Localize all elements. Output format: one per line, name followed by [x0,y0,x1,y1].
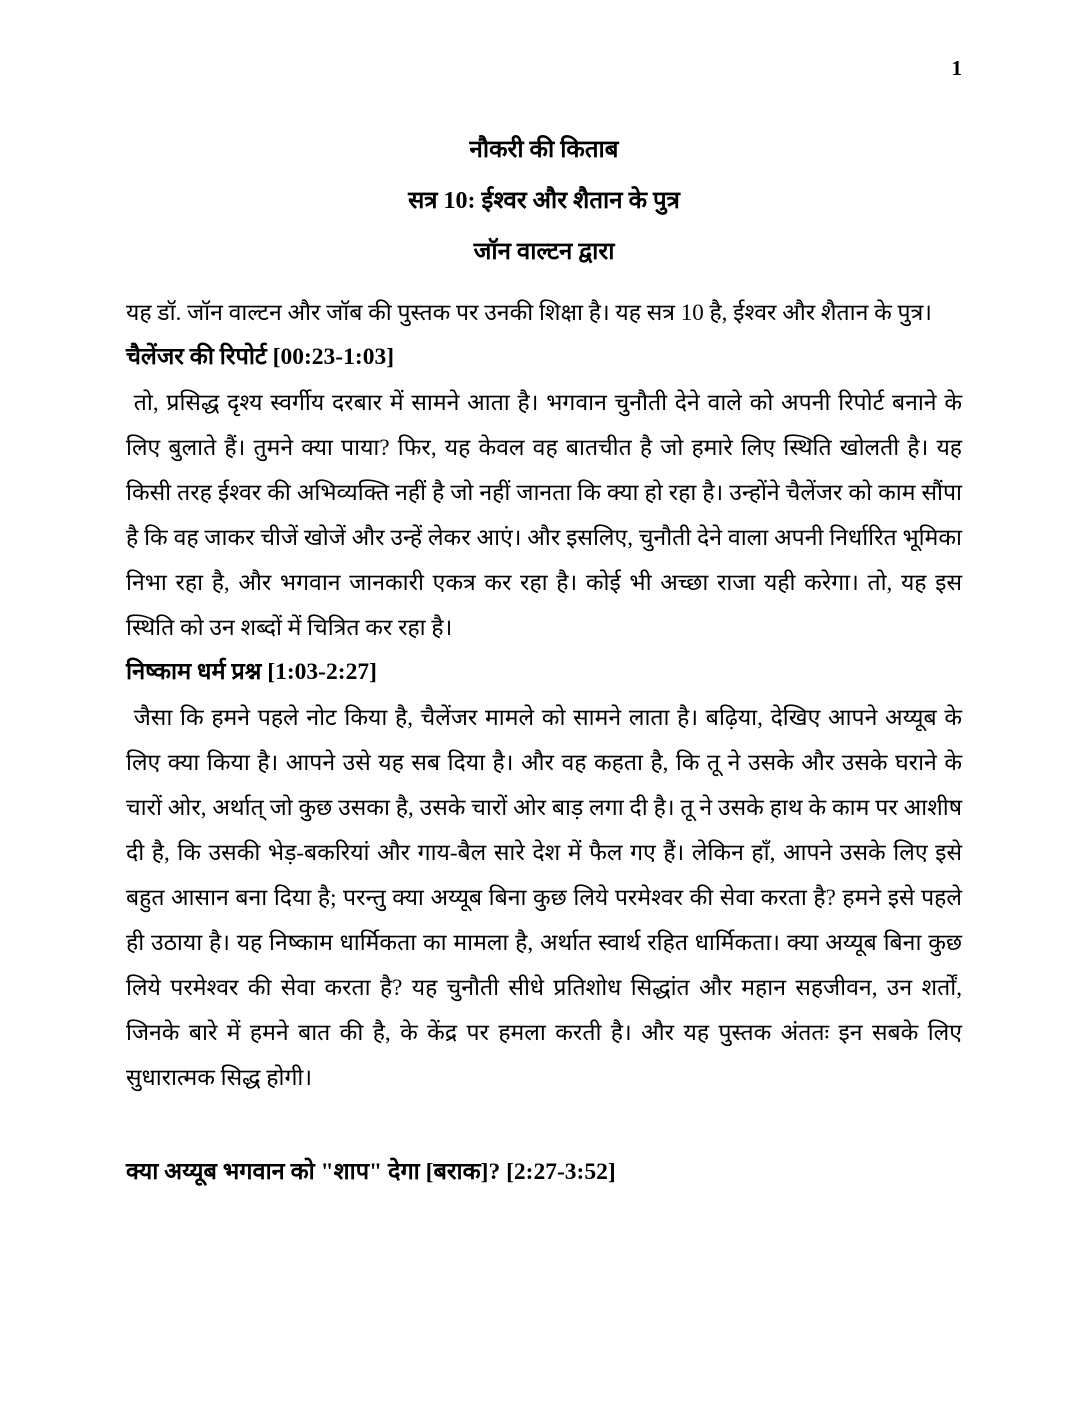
section-disinterested-righteousness [126,650,968,1100]
section-will-job-curse-god [126,1150,962,1195]
section-body: जैसा कि हमने पहले नोट किया है, चैलेंजर मामले को सामने लाता है। बढ़िया, देखिए आपने अय्यूब के लिए क्या किया है। आपने उसे यह सब दिया है। और वह कहता है, कि तू ने उसके और उसके घराने के चारों ओर, अर्थात् जो कुछ उसका है, उसके चारों ओर बाड़ लगा दी है। तू ने उसके हाथ के काम पर आशीष दी है, कि उसकी भेड़-बकरियां और गाय-बैल सारे देश में फैल गए हैं। लेकिन हाँ, आपने उसके लिए इसे बहुत आसान बना दिया है; परन्तु क्या अय्यूब बिना कुछ लिये परमेश्वर की सेवा करता है? हमने इसे पहले ही उठाया है। यह निष्काम धार्मिकता का मामला है, अर्थात स्वार्थ रहित धार्मिकता। क्या अय्यूब बिना कुछ लिये परमेश्वर की सेवा करता है? यह चुनौती सीधे प्रतिशोध सिद्धांत और महान सहजीवन, उन शर्तों, जिनके बारे में हमने बात की है, के केंद्र पर हमला करती है। और यह पुस्तक अंततः इन सबके लिए सुधारात्मक सिद्ध होगी। [126,705,968,1090]
section-timestamp: [00:23-1:03] [272,344,395,370]
page-number: 1 [951,56,962,80]
section-heading-text: क्या अय्यूब भगवान को "शाप" देगा [बराक]? [126,1159,501,1185]
section-timestamp: [2:27-3:52] [506,1159,616,1185]
title-block [126,125,962,278]
section-heading [126,650,962,695]
section-challenger-report [126,335,968,650]
section-heading-text: चैलेंजर की रिपोर्ट [126,344,267,370]
section-timestamp: [1:03-2:27] [267,659,377,685]
section-heading [126,1150,962,1195]
author-line: जॉन वाल्टन द्वारा [473,239,615,265]
intro-paragraph: यह डॉ. जॉन वाल्टन और जॉब की पुस्तक पर उनकी शिक्षा है। यह सत्र 10 है, ईश्वर और शैतान के पुत्र। [126,300,932,325]
document-title: नौकरी की किताब [469,137,619,163]
section-heading [126,335,962,380]
section-heading-text: निष्काम धर्म प्रश्न [126,659,262,685]
section-body: तो, प्रसिद्ध दृश्य स्वर्गीय दरबार में सामने आता है। भगवान चुनौती देने वाले को अपनी रिपोर्ट बनाने के लिए बुलाते हैं। तुमने क्या पाया? फिर, यह केवल वह बातचीत है जो हमारे लिए स्थिति खोलती है। यह किसी तरह ईश्वर की अभिव्यक्ति नहीं है जो नहीं जानता कि क्या हो रहा है। उन्होंने चैलेंजर को काम सौंपा है कि वह जाकर चीजें खोजें और उन्हें लेकर आएं। और इसलिए, चुनौती देने वाला अपनी निर्धारित भूमिका निभा रहा है, और भगवान जानकारी एकत्र कर रहा है। कोई भी अच्छा राजा यही करेगा। तो, यह इस स्थिति को उन शब्दों में चित्रित कर रहा है। [126,390,968,640]
session-subtitle: सत्र 10: ईश्वर और शैतान के पुत्र [408,188,680,214]
